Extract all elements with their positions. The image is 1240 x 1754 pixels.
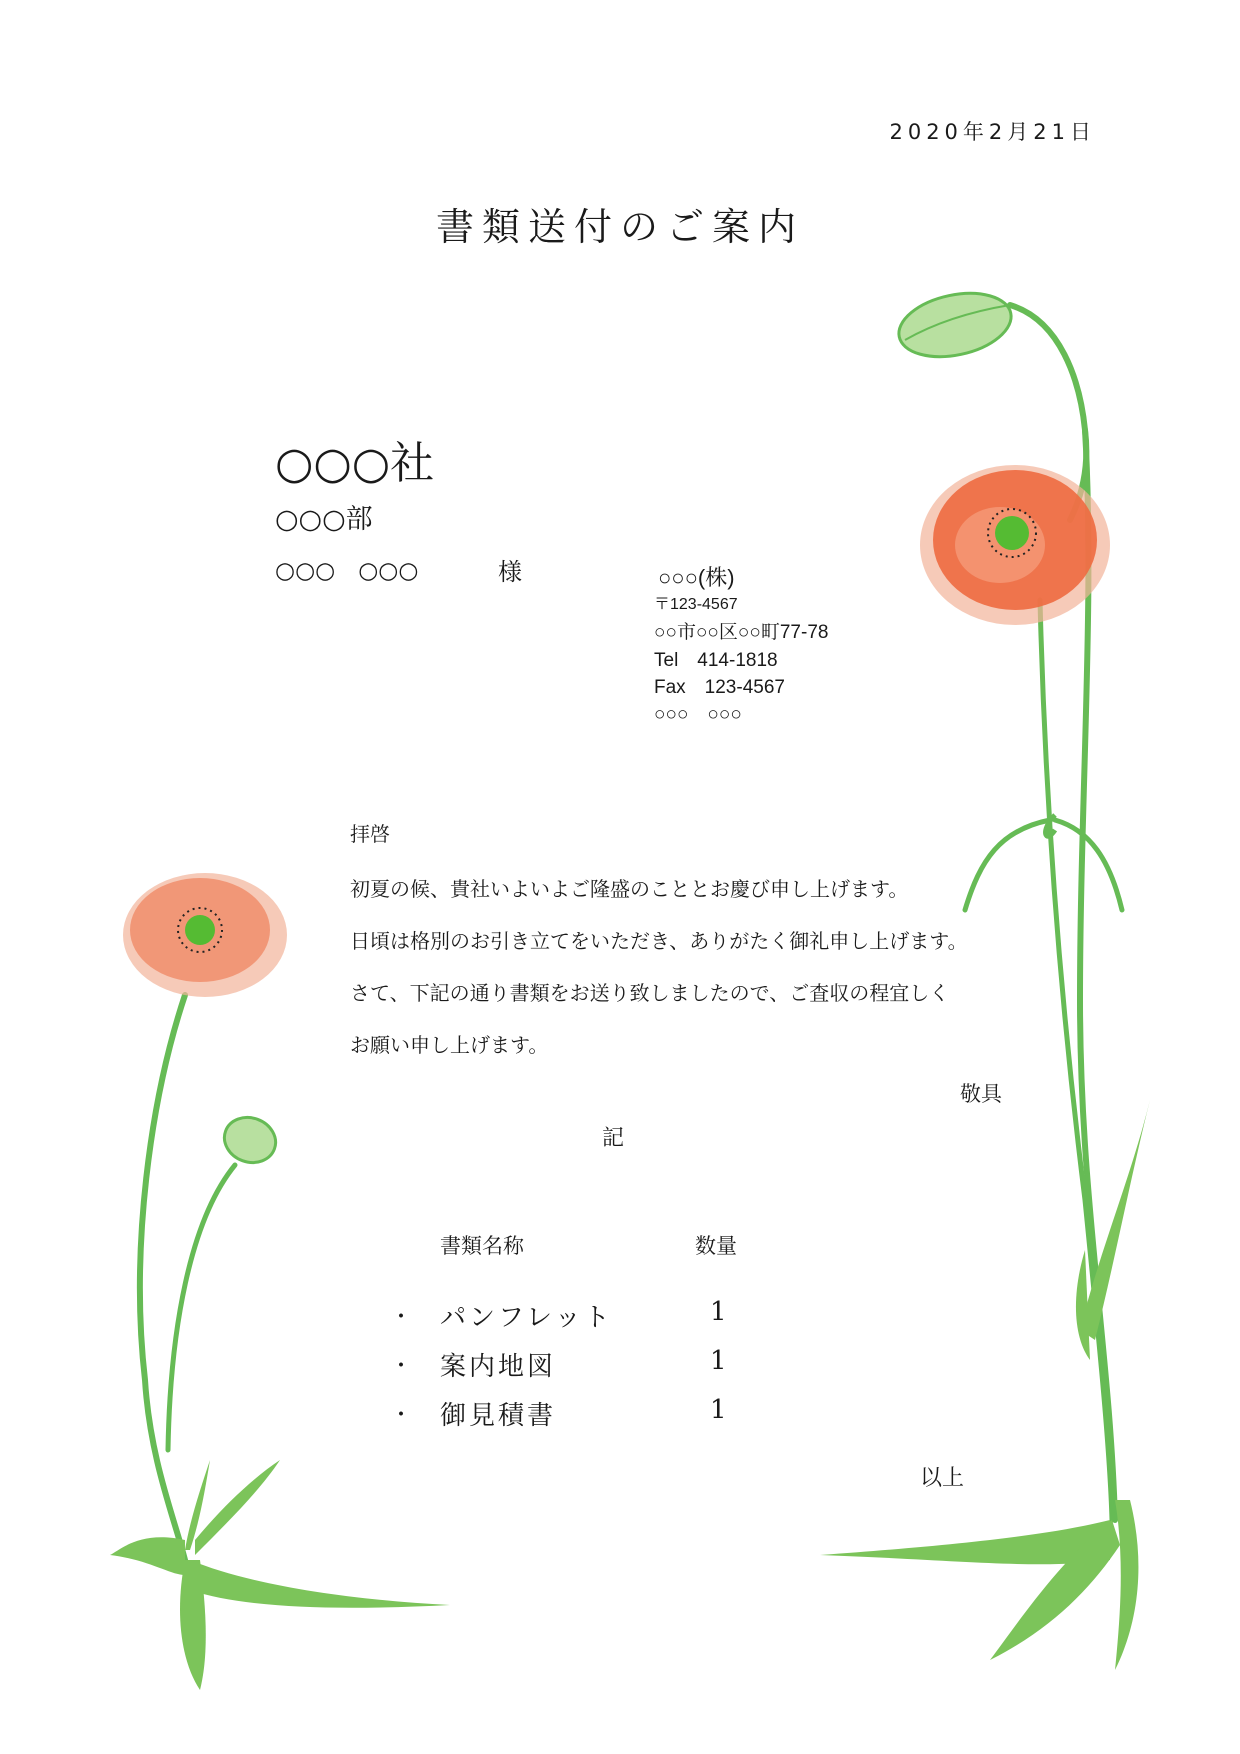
recipient-company: ○○○社	[275, 438, 435, 489]
end-mark: 以上	[920, 1466, 965, 1491]
column-header-quantity: 数量	[695, 1234, 737, 1258]
enclosure-item-name: パンフレット	[440, 1303, 613, 1333]
body-line: さて、下記の通り書類をお送り致しましたので、ご査収の程宜しく	[350, 981, 950, 1005]
body-line: 日頃は格別のお引き立てをいただき、ありがたく御礼申し上げます。	[350, 929, 968, 953]
enclosure-item-quantity: 1	[710, 1346, 727, 1376]
document-date: 2020年2月21日	[889, 120, 1096, 144]
enclosure-item-name: 御見積書	[440, 1401, 557, 1431]
sender-person: ○○○ ○○○	[654, 704, 742, 725]
body-line: 初夏の候、貴社いよいよご隆盛のこととお慶び申し上げます。	[350, 877, 909, 901]
recipient-honorific: 様	[498, 558, 522, 586]
sender-company: ○○○(株)	[658, 565, 735, 590]
document-title: 書類送付のご案内	[435, 205, 804, 249]
recipient-department: ○○○部	[275, 504, 373, 535]
sender-address: ○○市○○区○○町77-78	[654, 622, 829, 643]
enclosure-item-quantity: 1	[710, 1395, 727, 1425]
list-bullet: ・	[390, 1354, 413, 1379]
opening-salutation: 拝啓	[350, 822, 390, 846]
enclosure-item-quantity: 1	[710, 1297, 727, 1327]
column-header-name: 書類名称	[440, 1234, 524, 1258]
sender-postal: 〒123-4567	[654, 596, 738, 613]
list-bullet: ・	[390, 1305, 413, 1330]
sender-fax: Fax 123-4567	[654, 677, 785, 698]
sender-tel: Tel 414-1818	[654, 650, 778, 671]
recipient-name: ○○○ ○○○	[275, 558, 419, 584]
enclosure-heading: 記	[602, 1126, 625, 1151]
enclosure-item-name: 案内地図	[440, 1352, 557, 1382]
closing-salutation: 敬具	[960, 1082, 1002, 1106]
list-bullet: ・	[390, 1403, 413, 1428]
body-line: お願い申し上げます。	[350, 1033, 549, 1057]
